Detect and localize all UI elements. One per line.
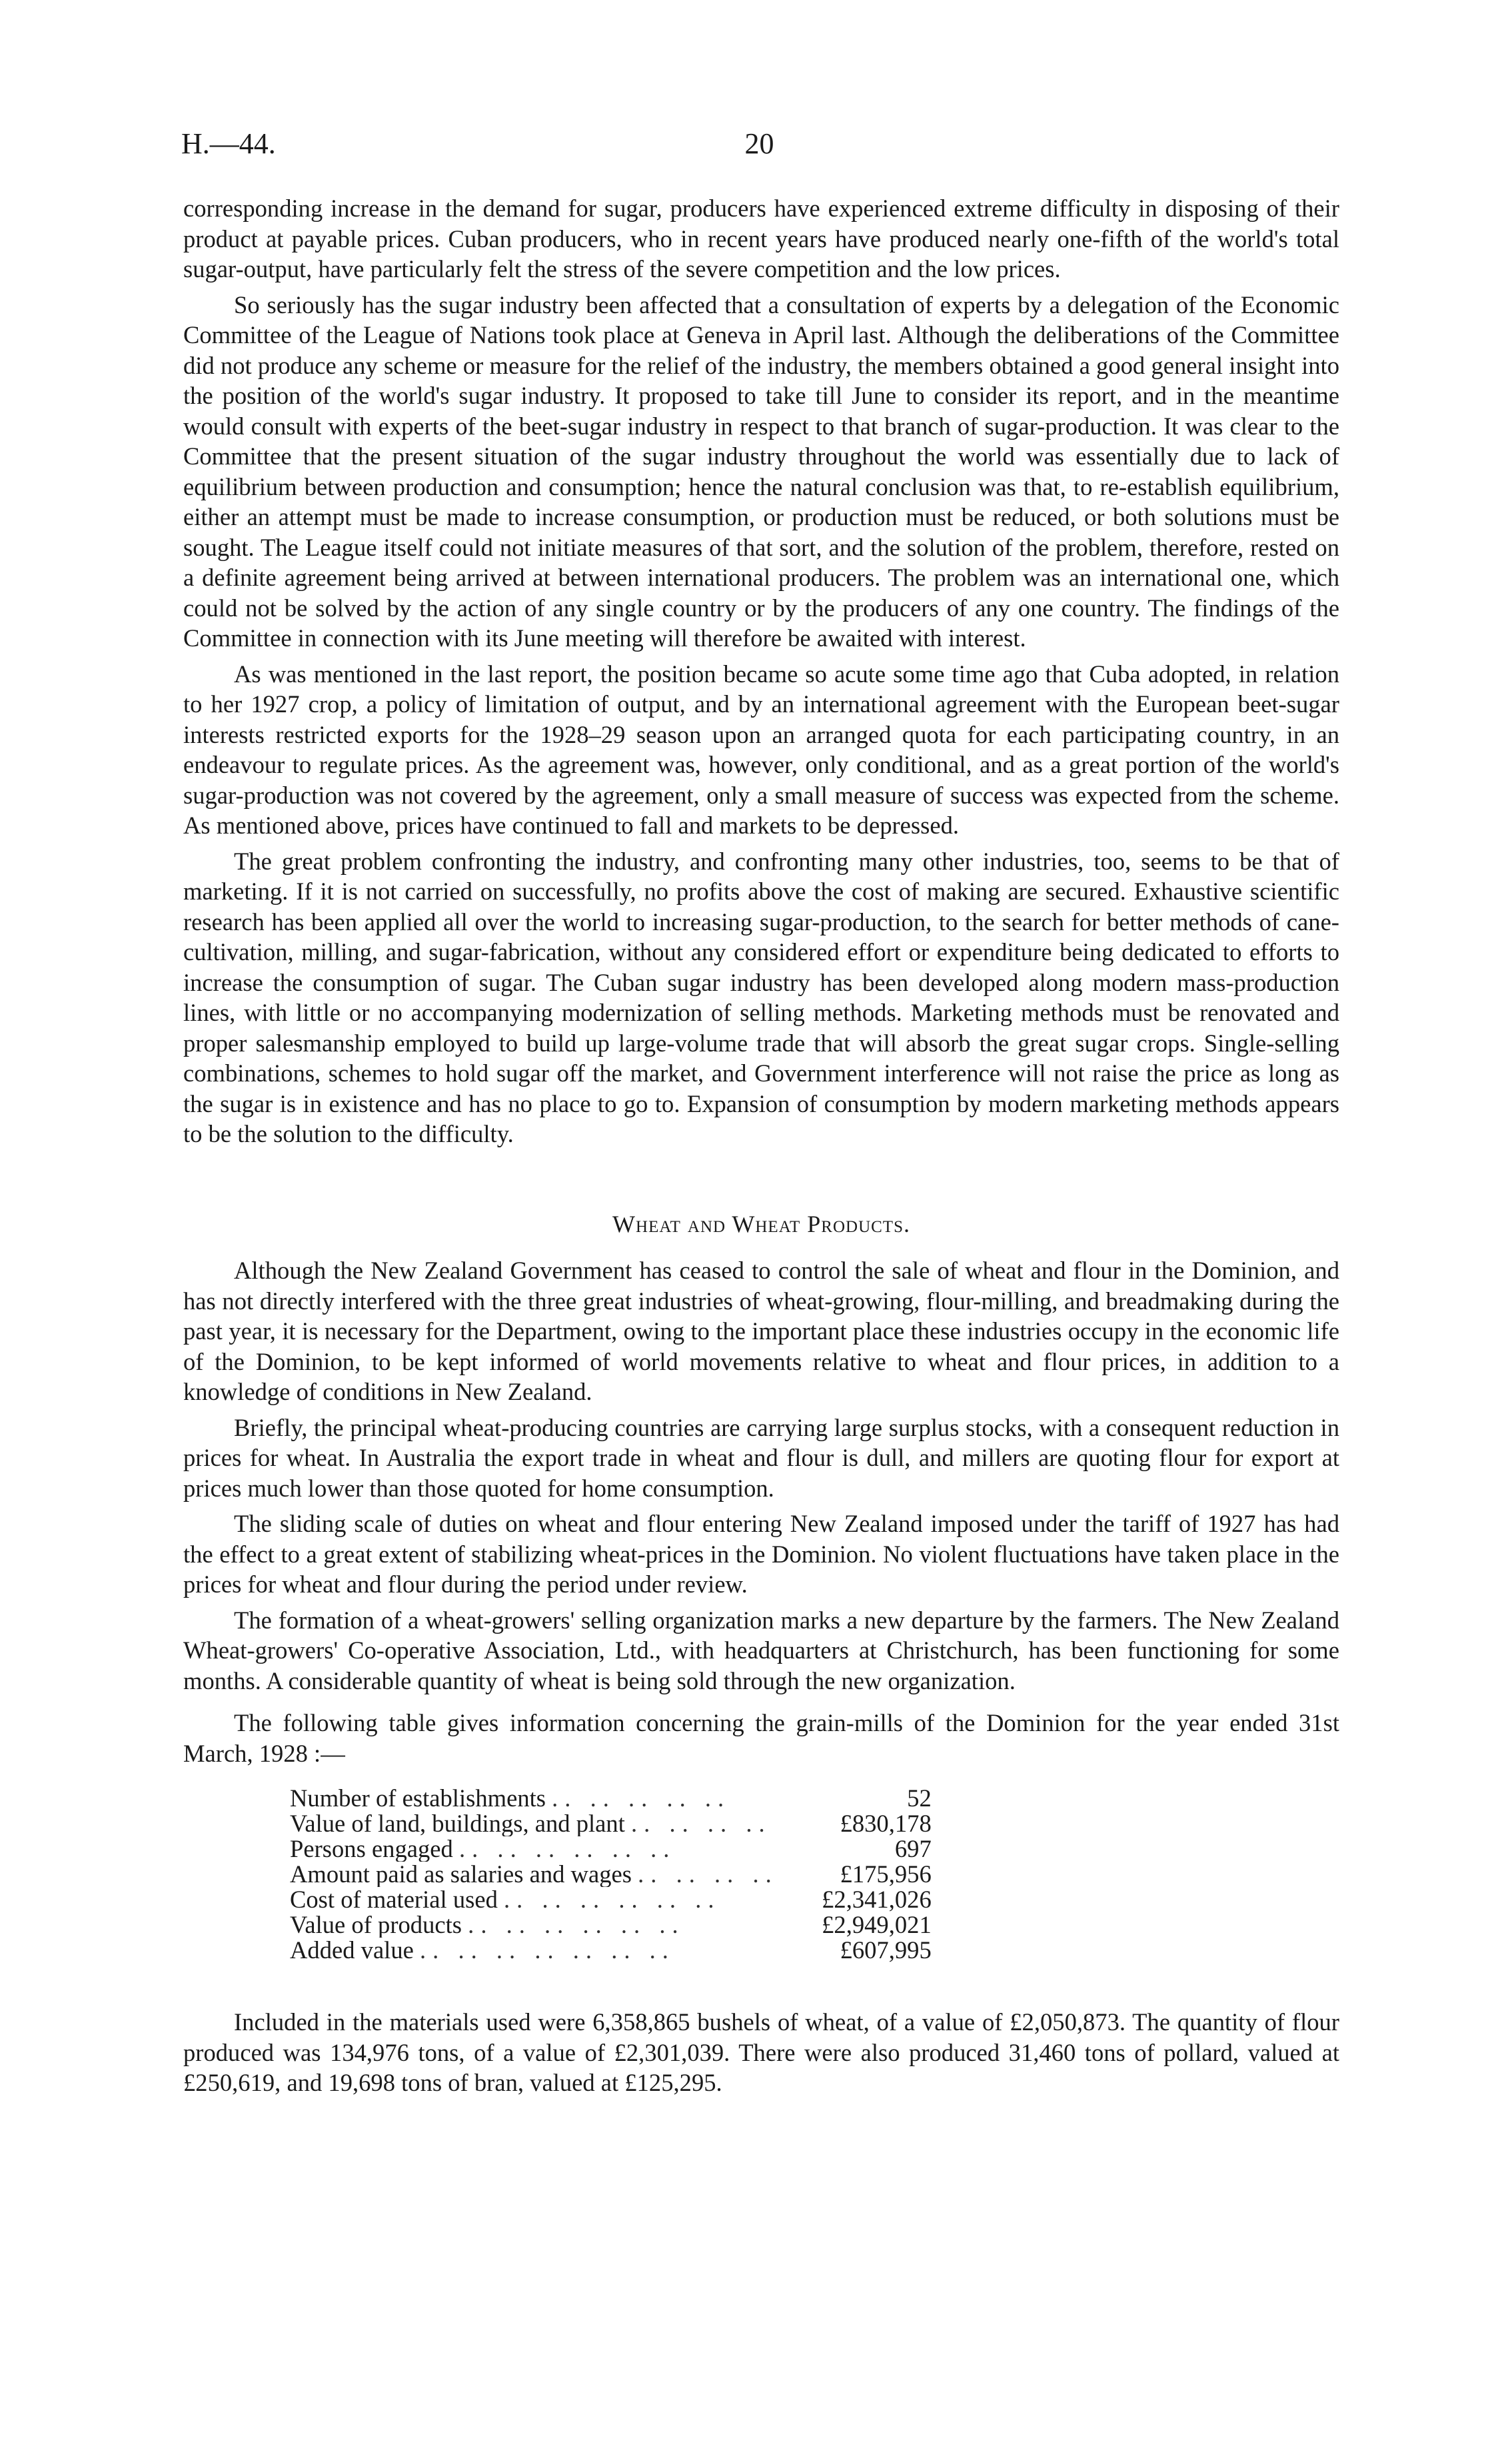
paragraph: Briefly, the principal wheat-producing countries are carrying large surplus stocks, with a consequent reduction in prices for wheat. In Australia the export trade in wheat and flour is dull, and millers are quoting flour for export at prices much lower than those quoted for home consumption. bbox=[183, 1413, 1339, 1502]
row-label: Cost of material used bbox=[290, 1887, 498, 1912]
table-row bbox=[290, 1836, 932, 1862]
table-row bbox=[290, 1862, 932, 1887]
row-value: £830,178 bbox=[840, 1810, 932, 1837]
row-value: £175,956 bbox=[840, 1860, 932, 1888]
row-value: 697 bbox=[894, 1835, 932, 1862]
row-label: Persons engaged bbox=[290, 1836, 453, 1862]
paragraph: Although the New Zealand Government has ceased to control the sale of wheat and flour in the Dominion, and has not directly interfered with the three great industries of wheat-growing, flour-milling, and breadmaking during the past year, it is necessary for the Department, owing to the important place these industries occupy in the economic life of the Dominion, to be kept informed of world movements relative to wheat and flour prices, in addition to a knowledge of conditions in New Zealand. bbox=[183, 1257, 1339, 1405]
row-label: Amount paid as salaries and wages bbox=[290, 1862, 632, 1887]
table-row bbox=[290, 1887, 932, 1912]
row-value: £2,949,021 bbox=[822, 1911, 932, 1938]
row-label: Added value bbox=[290, 1938, 414, 1963]
table-row bbox=[290, 1811, 932, 1836]
page-number: 20 bbox=[744, 127, 774, 160]
section-heading: Wheat and Wheat Products. bbox=[612, 1210, 910, 1237]
leader-dots: .. .. .. .. bbox=[631, 1811, 772, 1836]
leader-dots: .. .. .. .. .. .. bbox=[468, 1912, 685, 1938]
paragraph: So seriously has the sugar industry been affected that a consultation of experts by a delegation of the Economic Committee of the League of Nations took place at Geneva in April last. Although the deliberations of the Committee did not produce any scheme or measure for the relief of the industry, the members obtained a good general insight into the position of the world's sugar industry. It proposed to take till June to consider its report, and in the meantime would consult with experts of the beet-sugar industry in respect to that branch of sugar-production. It was clear to the Committee that the present situation of the sugar industry throughout the world was essentially due to lack of equilibrium between production and consumption; hence the natural conclusion was that, to re-establish equilibrium, either an attempt must be made to increase consumption, or production must be reduced, or both solutions must be sought. The League itself could not initiate measures of that sort, and the solution of the problem, therefore, rested on a definite agreement being arrived at between international producers. The problem was an international one, which could not be solved by the action of any single country or by the producers of any one country. The findings of the Committee in connection with its June meeting will therefore be awaited with interest. bbox=[183, 291, 1339, 652]
paragraph: corresponding increase in the demand for sugar, producers have experienced extreme difficulty in disposing of their product at payable prices. Cuban producers, who in recent years have produced nearly one-fifth of the world's total sugar-output, have particularly felt the stress of the severe competition and the low prices. bbox=[183, 195, 1339, 283]
row-label: Value of land, buildings, and plant bbox=[290, 1811, 625, 1836]
leader-dots: .. .. .. .. bbox=[638, 1862, 778, 1887]
document-reference: H.—44. bbox=[181, 127, 276, 160]
paragraph: The sliding scale of duties on wheat and flour entering New Zealand imposed under the tariff of 1927 has had the effect to a great extent of stabilizing wheat-prices in the Dominion. No violent fluctuations have taken place in the prices for wheat and flour during the period under review. bbox=[183, 1510, 1339, 1598]
row-value: £2,341,026 bbox=[822, 1886, 932, 1913]
leader-dots: .. .. .. .. .. .. bbox=[458, 1836, 676, 1862]
table-row bbox=[290, 1938, 932, 1963]
paragraph: The formation of a wheat-growers' selling organization marks a new departure by the farmers. The New Zealand Wheat-growers' Co-operative Association, Ltd., with headquarters at Christchurch, has been functioning for some months. A considerable quantity of wheat is being sold through the new organization. bbox=[183, 1606, 1339, 1694]
paragraph: The great problem confronting the industry, and confronting many other industries, too, seems to be that of marketing. If it is not carried on successfully, no profits above the cost of making are secured. Exhaustive scientific research has been applied all over the world to increasing sugar-production, to the search for better methods of cane-cultivation, milling, and sugar-fabrication, without any considered effort or expenditure being dedicated to efforts to increase the consumption of sugar. The Cuban sugar industry has been developed along modern mass-production lines, with little or no accompanying modernization of selling methods. Marketing methods must be renovated and proper salesmanship employed to build up large-volume trade that will absorb the great sugar crops. Single-selling combinations, schemes to hold sugar off the market, and Government interference will not raise the price as long as the sugar is in existence and has no place to go to. Expansion of consumption by modern marketing methods appears to be the solution to the difficulty. bbox=[183, 847, 1339, 1147]
row-value: £607,995 bbox=[840, 1936, 932, 1964]
closing-paragraph: Included in the materials used were 6,358,865 bushels of wheat, of a value of £2,050,873. The quantity of flour produced was 134,976 tons, of a value of £2,301,039. There were also produced 31,460 tons of pollard, valued at £250,619, and 19,698 tons of bran, valued at £125,295. bbox=[183, 2008, 1339, 2096]
table-row bbox=[290, 1786, 932, 1811]
row-label: Value of products bbox=[290, 1912, 462, 1938]
table-intro: The following table gives information concerning the grain-mills of the Dominion for the year ended 31st March, 1928 :— bbox=[183, 1709, 1339, 1767]
leader-dots: .. .. .. .. .. bbox=[552, 1786, 731, 1811]
page-header bbox=[181, 127, 1337, 167]
table-row bbox=[290, 1912, 932, 1938]
leader-dots: .. .. .. .. .. .. bbox=[504, 1887, 721, 1912]
grain-mills-table bbox=[290, 1786, 932, 1963]
row-value: 52 bbox=[907, 1784, 932, 1812]
leader-dots: .. .. .. .. .. .. .. bbox=[420, 1938, 675, 1963]
row-label: Number of establishments bbox=[290, 1786, 546, 1811]
page-body bbox=[183, 193, 1339, 2098]
paragraph: As was mentioned in the last report, the position became so acute some time ago that Cuba adopted, in relation to her 1927 crop, a policy of limitation of output, and by an international agreement with the European beet-sugar interests restricted exports for the 1928–29 season upon an arranged quota for each participating country, in an endeavour to regulate prices. As the agreement was, however, only conditional, and as a great portion of the world's sugar-production was not covered by the agreement, only a small measure of success was expected from the scheme. As mentioned above, prices have continued to fall and markets to be depressed. bbox=[183, 660, 1339, 839]
